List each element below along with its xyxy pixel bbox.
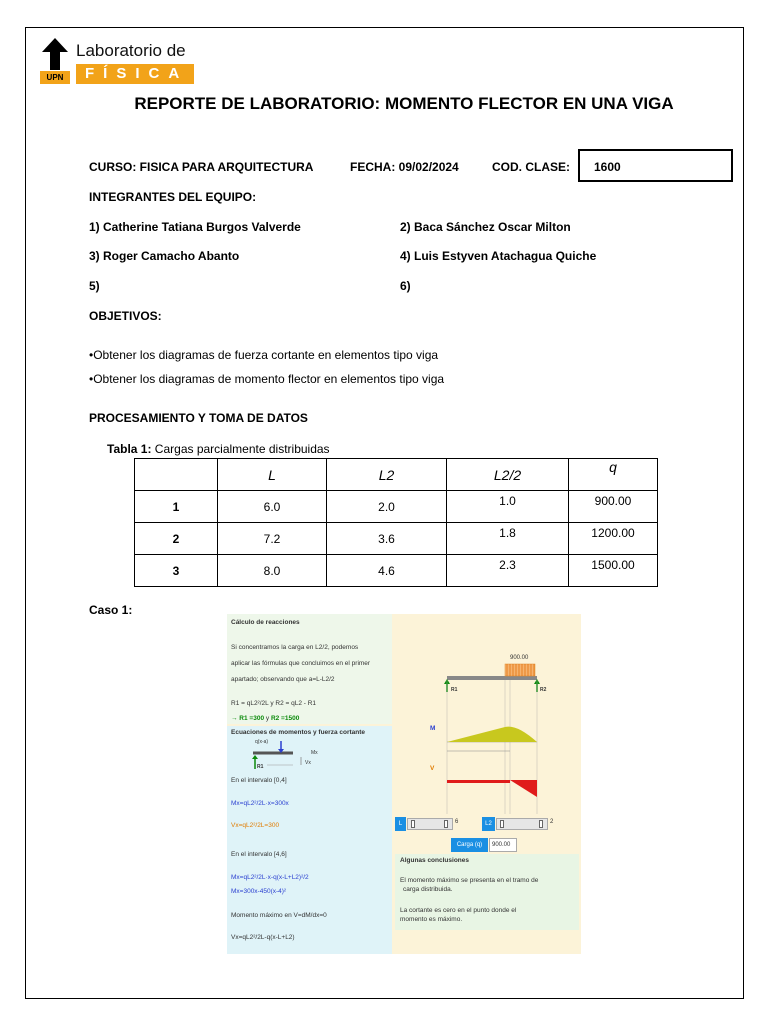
reactions-formula: R1 = qL2²/2L y R2 = qL2 - R1 (231, 700, 317, 707)
moment-axis-label: M (430, 725, 436, 732)
r1-label: R1 (451, 687, 458, 693)
case-label: Caso 1: (89, 603, 133, 617)
load-value: 900.00 (510, 655, 529, 661)
interval-1: En el intervalo [0,4] (231, 777, 287, 784)
slider-handle[interactable] (444, 820, 448, 828)
vx-equation-1: Vx=qL2²/2L=300 (231, 822, 280, 829)
logo-title: Laboratorio de (76, 41, 186, 60)
equations-panel (227, 726, 392, 954)
mx-equation-3: Mx=300x-450(x-4)² (231, 888, 287, 895)
team-member: 6) (400, 279, 411, 293)
page-title: REPORTE DE LABORATORIO: MOMENTO FLECTOR EN UNA VIGA (134, 94, 674, 113)
interval-2: En el intervalo [4,6] (231, 851, 287, 858)
table-cell: 1.0 (447, 491, 569, 523)
objectives-heading: OBJETIVOS: (89, 309, 162, 323)
table-cell: 6.0 (218, 491, 327, 523)
mx-label-small: Mx (311, 750, 318, 756)
logo-badge: UPN (46, 73, 64, 82)
logo-subtitle: FÍSICA (76, 64, 194, 84)
slider-handle[interactable] (411, 820, 415, 828)
team-heading: INTEGRANTES DEL EQUIPO: (89, 190, 257, 204)
table-cell: 3.6 (327, 523, 447, 555)
load-label: q(x-a) (255, 739, 269, 745)
table-header-cell (135, 459, 218, 491)
l-value: 6 (455, 819, 459, 825)
table-cell: 1500.00 (569, 555, 658, 587)
objective-item: •Obtener los diagramas de fuerza cortante en elementos tipo viga (89, 348, 439, 362)
table-header-cell: q (569, 459, 658, 491)
reactions-title: Cálculo de reacciones (231, 619, 300, 626)
table-header-cell: L2/2 (447, 459, 569, 491)
reactions-text: apartado; observando que a=L-L2/2 (231, 676, 335, 683)
table-header-cell: L2 (327, 459, 447, 491)
table-row (135, 491, 658, 523)
team-member: 1) Catherine Tatiana Burgos Valverde (89, 220, 301, 234)
table-header-cell: L (218, 459, 327, 491)
l2-value: 2 (550, 819, 554, 825)
processing-heading: PROCESAMIENTO Y TOMA DE DATOS (89, 411, 308, 425)
beam-diagram (392, 614, 581, 814)
vx-equation-2: Vx=qL2²/2L-q(x-L+L2) (231, 934, 295, 941)
l2-slider-label: L2 (482, 817, 495, 831)
r1-label-small: R1 (257, 764, 264, 770)
team-member: 2) Baca Sánchez Oscar Milton (400, 220, 571, 234)
beam-applet (227, 614, 581, 954)
reactions-result: → R1 =300 y R2 =1500 (231, 715, 300, 722)
l-slider-label: L (395, 817, 406, 831)
data-table (134, 458, 658, 587)
objective-item: •Obtener los diagramas de momento flector en elementos tipo viga (89, 372, 445, 386)
table-row (135, 555, 658, 587)
class-code-label: COD. CLASE: (492, 160, 570, 174)
table-cell: 2.3 (447, 555, 569, 587)
table-cell: 1 (135, 491, 218, 523)
table-cell: 1.8 (447, 523, 569, 555)
conclusion-text: La cortante es cero en el punto donde el (400, 907, 517, 914)
class-code-value: 1600 (578, 149, 733, 182)
l2-slider[interactable] (496, 818, 548, 830)
table-header-row (135, 459, 658, 491)
table-cell: 2 (135, 523, 218, 555)
table-cell: 2.0 (327, 491, 447, 523)
carga-input[interactable]: 900.00 (489, 838, 517, 852)
r2-label: R2 (540, 687, 547, 693)
table-cell: 1200.00 (569, 523, 658, 555)
moment-max-text: Momento máximo en V=dM/dx=0 (231, 912, 327, 919)
conclusions-title: Algunas conclusiones (400, 857, 469, 864)
team-member: 5) (89, 279, 100, 293)
shear-axis-label: V (430, 765, 435, 772)
reactions-text: Si concentramos la carga en L2/2, podemos (231, 644, 359, 651)
table-cell: 7.2 (218, 523, 327, 555)
equations-title: Ecuaciones de momentos y fuerza cortante (231, 729, 366, 736)
mx-equation-2: Mx=qL2²/2L·x-q(x-L+L2)²/2 (231, 874, 309, 881)
conclusion-text: momento es máximo. (400, 916, 463, 923)
reactions-panel (227, 614, 392, 724)
table-caption: Tabla 1: Cargas parcialmente distribuidas (107, 442, 330, 456)
team-member: 3) Roger Camacho Abanto (89, 249, 240, 263)
table-row (135, 523, 658, 555)
l-slider[interactable] (407, 818, 453, 830)
table-cell: 3 (135, 555, 218, 587)
course-date: FECHA: 09/02/2024 (350, 160, 459, 174)
conclusions-panel (395, 854, 579, 930)
table-cell: 900.00 (569, 491, 658, 523)
slider-handle[interactable] (539, 820, 543, 828)
carga-label: Carga (q) (451, 838, 488, 852)
reactions-text: aplicar las fórmulas que concluimos en el primer (231, 660, 371, 667)
table-cell: 8.0 (218, 555, 327, 587)
conclusion-text: carga distribuida. (403, 886, 453, 893)
conclusion-text: El momento máximo se presenta en el tramo de (400, 877, 539, 884)
team-member: 4) Luis Estyven Atachagua Quiche (400, 249, 597, 263)
slider-handle[interactable] (500, 820, 504, 828)
mx-equation-1: Mx=qL2²/2L·x=300x (231, 800, 289, 807)
vx-label-small: Vx (305, 760, 311, 766)
course-name: CURSO: FISICA PARA ARQUITECTURA (89, 160, 314, 174)
table-cell: 4.6 (327, 555, 447, 587)
